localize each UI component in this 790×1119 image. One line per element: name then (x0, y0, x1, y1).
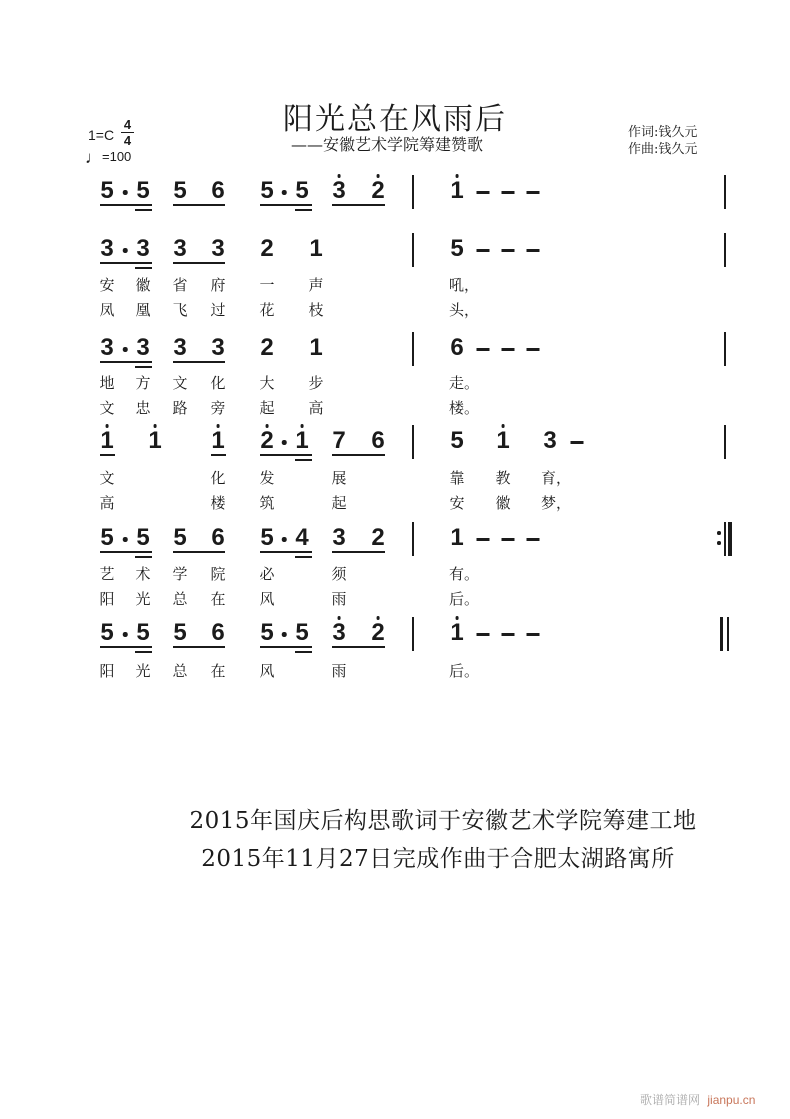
beam-underline (135, 366, 152, 368)
lyric-char: 安 (449, 494, 465, 512)
lyric-char: 展 (331, 469, 347, 487)
lyric-char: 起 (259, 399, 275, 417)
beam-underline (100, 646, 152, 648)
barline-repeat (717, 522, 732, 556)
note-digit: 1 (295, 430, 308, 452)
lyric-char: 后。 (448, 662, 480, 680)
note-digit: 3 (211, 235, 225, 262)
beam-underline (260, 204, 312, 206)
lyric-char: 在 (210, 662, 226, 680)
beam-underline (295, 459, 312, 461)
lyric-char: 术 (135, 565, 151, 583)
note-digit: 3 (332, 524, 346, 551)
lyric-char: 步 (308, 374, 324, 392)
lyric-char: 必 (259, 565, 275, 583)
note-digit: 6 (211, 177, 225, 204)
duration-dot (123, 537, 128, 542)
lyric-char: 过 (210, 301, 226, 319)
note-digit: 2 (371, 180, 384, 202)
note-digit: 3 (211, 334, 225, 361)
octave-dot (153, 424, 157, 428)
lyric-char: 凰 (135, 301, 151, 319)
lyric-char: 高 (308, 399, 324, 417)
tempo-value: =100 (102, 149, 132, 164)
lyric-char: 大 (259, 374, 275, 392)
note-digit: 6 (371, 427, 385, 454)
note-digit: 3 (332, 180, 345, 202)
lyric-char: 楼。 (448, 399, 480, 417)
octave-dot (105, 424, 109, 428)
dash-extension (502, 633, 515, 636)
note-digit: 6 (211, 619, 225, 646)
duration-dot (282, 440, 287, 445)
octave-dot (376, 616, 380, 620)
beam-underline (332, 454, 385, 456)
duration-dot (123, 248, 128, 253)
lyric-char: 枝 (308, 301, 324, 319)
lyric-char: 一 (259, 276, 275, 294)
duration-dot (123, 632, 128, 637)
note-digit: 6 (211, 524, 225, 551)
note-digit: 1 (148, 430, 161, 452)
lyric-char: 雨 (331, 662, 347, 680)
lyric-char: 发 (259, 469, 275, 487)
lyric-char: 教 (495, 469, 511, 487)
lyric-char: 吼， (448, 276, 480, 294)
lyric-char: 路 (172, 399, 188, 417)
beam-underline (295, 556, 312, 558)
lyric-char: 文 (99, 399, 115, 417)
lyric-char: 花 (259, 301, 275, 319)
meter-numerator: 4 (123, 117, 132, 132)
lyric-char: 阳 (99, 662, 115, 680)
duration-dot (123, 347, 128, 352)
dash-extension (477, 191, 490, 194)
dash-extension (527, 633, 540, 636)
lyric-char: 光 (135, 662, 151, 680)
note-digit: 1 (309, 235, 323, 262)
barline-single (412, 233, 414, 267)
note-digit: 3 (100, 334, 114, 361)
repeat-dot (717, 531, 721, 535)
beam-underline (260, 646, 312, 648)
note-digit: 1 (309, 334, 323, 361)
note-digit: 3 (100, 235, 114, 262)
duration-dot (123, 190, 128, 195)
lyric-char: 文 (99, 469, 115, 487)
lyric-char: 徽 (135, 276, 151, 294)
beam-underline (173, 551, 225, 553)
note-digit: 2 (260, 334, 274, 361)
beam-underline (135, 556, 152, 558)
octave-dot (300, 424, 304, 428)
barline-thick (727, 617, 730, 651)
dash-extension (477, 249, 490, 252)
barline-thin (724, 522, 726, 556)
lyric-char: 起 (331, 494, 347, 512)
note-digit: 2 (371, 524, 385, 551)
note-digit: 3 (543, 427, 557, 454)
lyric-char: 梦， (540, 494, 572, 512)
lyric-char: 学 (172, 565, 188, 583)
colophon-line-2: 2015年11月27日完成作曲于合肥太湖路寓所 (201, 846, 675, 872)
note-digit: 1 (450, 180, 463, 202)
lyric-char: 化 (210, 374, 226, 392)
duration-dot (282, 190, 287, 195)
dash-extension (477, 538, 490, 541)
note-digit: 3 (332, 622, 345, 644)
barline-single (412, 522, 414, 556)
note-digit: 3 (173, 235, 187, 262)
lyric-char: 总 (172, 662, 188, 680)
beam-underline (260, 454, 312, 456)
dash-extension (527, 538, 540, 541)
octave-dot (216, 424, 220, 428)
lyric-char: 光 (135, 590, 151, 608)
octave-dot (376, 174, 380, 178)
beam-underline (135, 209, 152, 211)
barline-thin (720, 617, 723, 651)
barline-thick (728, 522, 732, 556)
barline-single (724, 233, 726, 267)
duration-dot (282, 537, 287, 542)
barline-single (412, 425, 414, 459)
lyricist-credit: 作词:钱久元 (628, 125, 698, 140)
dash-extension (502, 249, 515, 252)
beam-underline (332, 551, 385, 553)
note-digit: 1 (496, 430, 509, 452)
note-digit: 5 (173, 177, 187, 204)
note-digit: 1 (211, 430, 224, 452)
dash-extension (477, 633, 490, 636)
beam-underline (100, 454, 115, 456)
octave-dot (337, 174, 341, 178)
note-digit: 5 (295, 177, 309, 204)
lyric-char: 地 (99, 374, 115, 392)
beam-underline (211, 454, 226, 456)
watermark-domain: jianpu.cn (707, 1093, 756, 1107)
note-digit: 5 (173, 619, 187, 646)
lyric-char: 省 (172, 276, 188, 294)
note-digit: 2 (260, 235, 274, 262)
barline-single (412, 617, 414, 651)
note-digit: 5 (136, 524, 150, 551)
beam-underline (295, 651, 312, 653)
dash-extension (527, 191, 540, 194)
lyric-char: 阳 (99, 590, 115, 608)
lyric-char: 文 (172, 374, 188, 392)
octave-dot (337, 616, 341, 620)
lyric-char: 化 (210, 469, 226, 487)
barline-single (724, 332, 726, 366)
beam-underline (332, 204, 385, 206)
note-digit: 5 (260, 619, 274, 646)
barline-single (724, 425, 726, 459)
lyric-char: 高 (99, 494, 115, 512)
beam-underline (332, 646, 385, 648)
note-digit: 3 (173, 334, 187, 361)
lyric-char: 方 (135, 374, 151, 392)
lyric-char: 声 (308, 276, 324, 294)
beam-underline (173, 646, 225, 648)
lyric-char: 后。 (448, 590, 480, 608)
note-digit: 5 (100, 619, 114, 646)
note-digit: 4 (295, 524, 309, 551)
song-title: 阳光总在风雨后 (283, 102, 507, 138)
lyric-char: 总 (172, 590, 188, 608)
lyric-char: 忠 (135, 399, 151, 417)
lyric-char: 飞 (172, 301, 188, 319)
beam-underline (100, 551, 152, 553)
note-digit: 3 (136, 334, 150, 361)
note-digit: 6 (450, 334, 464, 361)
dash-extension (477, 348, 490, 351)
key-signature: 1=C (88, 127, 115, 143)
duration-dot (282, 632, 287, 637)
note-digit: 1 (450, 524, 464, 551)
meter-denominator: 4 (123, 133, 132, 148)
octave-dot (265, 424, 269, 428)
note-digit: 5 (295, 619, 309, 646)
barline-final (720, 617, 729, 651)
dash-extension (502, 538, 515, 541)
watermark (640, 1091, 755, 1108)
lyric-char: 育， (540, 469, 572, 487)
barline-single (724, 175, 726, 209)
quarter-note-icon: ♩ (85, 148, 102, 167)
repeat-dot (717, 541, 721, 545)
beam-underline (173, 361, 225, 363)
lyric-char: 院 (210, 565, 226, 583)
lyric-char: 徽 (495, 494, 511, 512)
lyric-char: 艺 (99, 565, 115, 583)
barline-single (412, 332, 414, 366)
lyric-char: 风 (259, 662, 275, 680)
lyric-char: 筑 (259, 494, 275, 512)
lyric-char: 旁 (210, 399, 226, 417)
lyric-char: 须 (331, 565, 347, 583)
note-digit: 5 (450, 235, 464, 262)
dash-extension (571, 441, 584, 444)
note-digit: 5 (173, 524, 187, 551)
barline-single (412, 175, 414, 209)
note-digit: 1 (100, 430, 113, 452)
note-digit: 5 (136, 619, 150, 646)
lyric-char: 头， (448, 301, 480, 319)
beam-underline (173, 262, 225, 264)
lyric-char: 走。 (448, 374, 480, 392)
note-digit: 2 (260, 430, 273, 452)
lyric-char: 府 (210, 276, 226, 294)
note-digit: 5 (450, 427, 464, 454)
note-digit: 7 (332, 427, 346, 454)
beam-underline (260, 551, 312, 553)
beam-underline (295, 209, 312, 211)
lyric-char: 凤 (99, 301, 115, 319)
watermark-site-name: 歌谱简谱网 (640, 1093, 701, 1107)
octave-dot (455, 174, 459, 178)
composer-credit: 作曲:钱久元 (628, 142, 698, 157)
lyric-char: 靠 (449, 469, 465, 487)
beam-underline (100, 361, 152, 363)
song-subtitle: ——安徽艺术学院筹建赞歌 (290, 135, 484, 154)
dash-extension (527, 348, 540, 351)
lyric-char: 雨 (331, 590, 347, 608)
dash-extension (527, 249, 540, 252)
note-digit: 2 (371, 622, 384, 644)
note-digit: 3 (136, 235, 150, 262)
octave-dot (501, 424, 505, 428)
note-digit: 5 (260, 177, 274, 204)
colophon-line-1: 2015年国庆后构思歌词于安徽艺术学院筹建工地 (189, 808, 697, 834)
beam-underline (100, 262, 152, 264)
lyric-char: 楼 (210, 494, 226, 512)
note-digit: 1 (450, 622, 463, 644)
beam-underline (135, 267, 152, 269)
lyric-char: 在 (210, 590, 226, 608)
octave-dot (455, 616, 459, 620)
lyric-char: 风 (259, 590, 275, 608)
note-digit: 5 (260, 524, 274, 551)
note-digit: 5 (100, 524, 114, 551)
note-digit: 5 (100, 177, 114, 204)
beam-underline (135, 651, 152, 653)
dash-extension (502, 348, 515, 351)
dash-extension (502, 191, 515, 194)
lyric-char: 安 (99, 276, 115, 294)
beam-underline (173, 204, 225, 206)
note-digit: 5 (136, 177, 150, 204)
beam-underline (100, 204, 152, 206)
lyric-char: 有。 (448, 565, 480, 583)
